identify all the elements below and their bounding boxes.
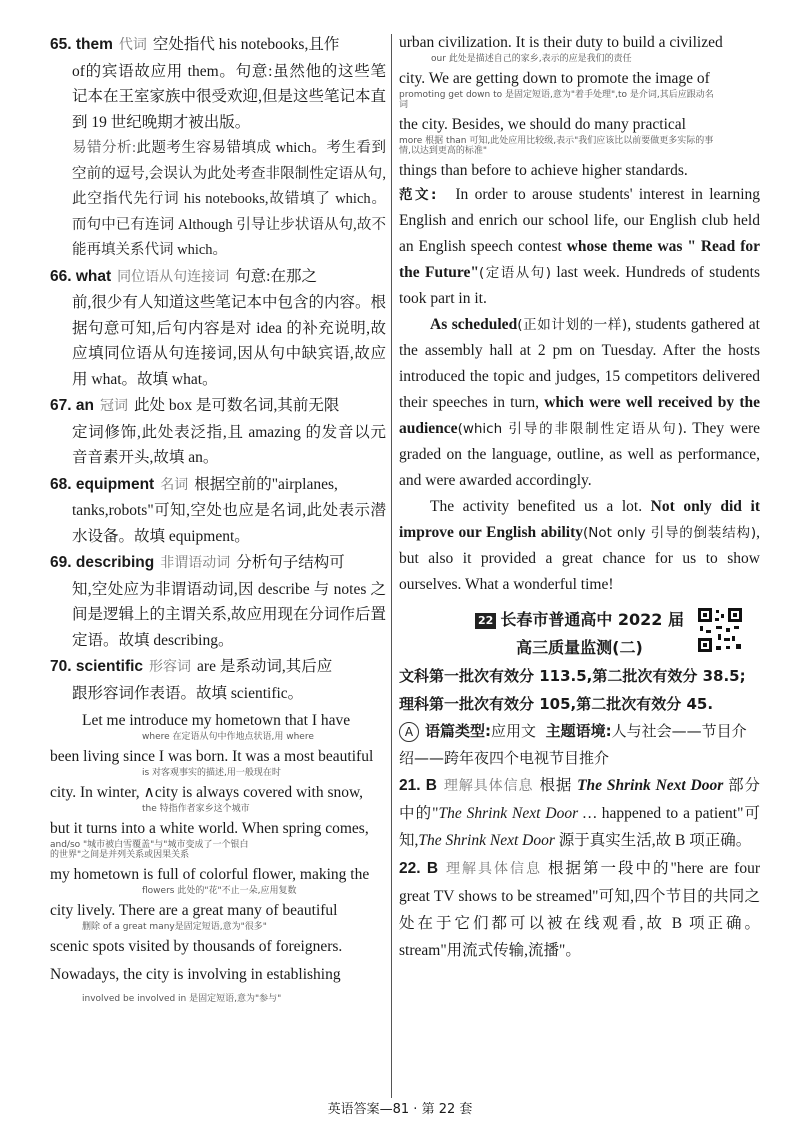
- answer-italic: The Shrink Next Door …: [438, 805, 597, 822]
- section-a-marker: A: [399, 722, 419, 742]
- answer-21: [399, 772, 760, 854]
- correction-annotation: promoting get down to 是固定短语,意为"着手处理",to 是介词,其后应跟动名词: [399, 90, 714, 110]
- part-of-speech: 名词: [160, 476, 189, 493]
- correction-annotation: the 特指作者家乡这个城市: [142, 804, 250, 814]
- answer-number: 67. an: [50, 397, 94, 414]
- answer-text-cont: 跟形容词作表语。故填 scientific。: [72, 684, 304, 702]
- left-column: [50, 32, 386, 1008]
- answer-italic: The Shrink Next Door: [418, 832, 555, 849]
- correction-annotation: is 对客观事实的描述,用一般现在时: [142, 768, 281, 778]
- answer-70: [50, 654, 386, 706]
- model-text: In order to arouse students' interest in learning English and enrich our school life, our English club held an English speech contest: [399, 186, 761, 255]
- answer-text-cont: 知,空处应为非谓语动词,因 describe 与 notes 之间是逻辑上的主谓关系,故应用现在分词作后置定语。故填 describing。: [72, 580, 386, 649]
- set-subtitle: 高三质量监测(二): [516, 638, 643, 657]
- answer-number: 65. them: [50, 36, 113, 53]
- essay-line: Nowadays, the city is involving in establishing: [50, 966, 341, 983]
- type-label: 语篇类型:: [425, 722, 491, 740]
- answer-text: 空处指代 his notebooks,且作: [152, 36, 340, 53]
- answer-text: 分析句子结构可: [236, 554, 345, 571]
- model-essay-p2: [399, 312, 760, 494]
- correction-annotation: 删除 of a great many是固定短语,意为"很多": [82, 922, 267, 932]
- theme-value: 人与社会——节目介绍——跨年夜四个电视节目推介: [399, 722, 747, 767]
- answer-text-cont: of的宾语故应用 them。句意:虽然他的这些笔记本在王室家族中很受欢迎,但是这些笔记本直到 19 世纪晚期才被出版。: [72, 62, 386, 131]
- part-of-speech: 代词: [118, 37, 147, 53]
- essay-line: Let me introduce my hometown that I have: [82, 712, 351, 729]
- essay-line: city. We are getting down to promote the image of: [399, 70, 710, 87]
- answer-67: [50, 393, 386, 471]
- answer-number: 69. describing: [50, 554, 155, 571]
- essay-line: my hometown is full of colorful flower, making the: [50, 866, 370, 883]
- model-text: . They were graded on the language, outline, as well as performance, and were awarded accordingly.: [399, 420, 760, 489]
- model-highlight: As scheduled: [430, 316, 518, 333]
- answer-text: 根据空前的"airplanes,: [194, 475, 338, 493]
- model-highlight: which were well received by the audience: [399, 394, 761, 437]
- answer-number: 22. B: [399, 860, 439, 877]
- answer-69: [50, 550, 386, 653]
- correction-annotation: and/so "城市被白雪覆盖"与"城市变成了一个银白的世界"之间是并列关系或因果关系: [50, 840, 249, 860]
- model-note: (定语从句): [479, 265, 552, 281]
- answer-italic: The Shrink Next Door: [577, 777, 724, 794]
- answer-22: [399, 855, 760, 964]
- answer-68: [50, 472, 386, 550]
- answer-text: are 是系动词,其后应: [197, 658, 333, 675]
- model-text: , students gathered at the assembly hall at 2 pm on Tuesday. After the hosts introduced the topic and judges, 15 competitors delivered their speeches in turn,: [399, 316, 760, 411]
- model-highlight: whose theme was " Read for the Future": [399, 238, 760, 281]
- note-label: 易错分析:: [72, 140, 137, 156]
- answer-text: 句意:在那之: [235, 267, 317, 285]
- column-divider: [391, 34, 392, 1098]
- model-note: (which 引导的非限制性定语从句): [457, 421, 683, 437]
- answer-text-cont: 前,很少有人知道这些笔记本中包含的内容。根据句意可知,后句内容是对 idea 的补充说明,故应填同位语从句连接词,因从句中缺宾语,故应用 what。故填 what。: [72, 294, 386, 388]
- answer-number: 70. scientific: [50, 658, 144, 675]
- question-type: 理解具体信息: [442, 778, 534, 794]
- model-note: (Not only 引导的倒装结构): [583, 525, 757, 541]
- qr-code-icon: [696, 606, 744, 654]
- essay-line: scenic spots visited by thousands of foreigners.: [50, 938, 343, 955]
- answer-text: 根据第一段中的"here are four great TV shows to be streamed"可知,四个节目的共同之处在于它们都可以被在线观看,故 B 项正确。stream"用流式传输,流播"。: [399, 860, 760, 959]
- correction-annotation: involved be involved in 是固定短语,意为"参与": [82, 994, 282, 1004]
- passage-type: [399, 718, 760, 772]
- page-footer: 英语答案—81 · 第 22 套: [327, 1102, 473, 1117]
- answer-number: 68. equipment: [50, 475, 155, 493]
- type-value: 应用文: [491, 722, 537, 740]
- correction-annotation: where 在定语从句中作地点状语,用 where: [142, 732, 314, 742]
- part-of-speech: 形容词: [149, 659, 192, 675]
- answer-text: happened to a patient"可知,: [399, 805, 760, 849]
- error-analysis-note: [50, 136, 386, 264]
- correction-annotation: flowers 此处的"花"不止一朵,应用复数: [142, 886, 297, 896]
- essay-line: city. In winter, ∧city is always covered with snow,: [50, 784, 364, 801]
- correction-annotation: more 根据 than 可知,此处应用比较级,表示"我们应该比以前要做更多实际的事情,以达到更高的标准": [399, 136, 714, 156]
- set-title: 长春市普通高中 2022 届: [500, 610, 684, 629]
- model-text: , but also it provided a great chance for us to show ourselves. What a wonderful time!: [399, 524, 760, 593]
- answer-text: 此处 box 是可数名词,其前无限: [133, 397, 340, 414]
- model-essay-p1: [399, 182, 760, 312]
- model-essay-label: 范文:: [399, 187, 437, 203]
- answer-text-cont: 定词修饰,此处表泛指,且 amazing 的发音以元音音素开头,故填 an。: [72, 423, 386, 466]
- part-of-speech: 同位语从句连接词: [117, 268, 230, 285]
- part-of-speech: 冠词: [99, 398, 128, 414]
- right-column: [399, 32, 760, 965]
- essay-line: been living since I was born. It was a most beautiful: [50, 748, 374, 765]
- theme-label: 主题语境:: [545, 722, 612, 740]
- answer-66: [50, 264, 386, 393]
- error-correction-essay: [50, 710, 386, 1004]
- model-highlight: Not only did it improve our English ability: [399, 498, 760, 541]
- model-essay-p3: [399, 494, 760, 598]
- answer-text: 部分中的": [399, 777, 760, 822]
- answer-text-cont: tanks,robots"可知,空处也应是名词,此处表示潜水设备。故填 equipment。: [72, 502, 386, 545]
- answer-65: [50, 32, 386, 135]
- answer-text: 源于真实生活,故 B 项正确。: [554, 832, 752, 849]
- question-type: 理解具体信息: [444, 861, 543, 877]
- error-correction-essay-cont: [399, 32, 760, 182]
- model-note: (正如计划的一样): [517, 317, 628, 333]
- answer-number: 21. B: [399, 777, 437, 794]
- essay-line: things than before to achieve higher standards.: [399, 162, 688, 179]
- model-text: last week. Hundreds of students took part in it.: [399, 264, 760, 307]
- answer-text: 根据: [539, 777, 578, 794]
- essay-line: city lively. There are a great many of beautiful: [50, 902, 338, 919]
- correction-annotation: our 此处是描述自己的家乡,表示的应是我们的责任: [431, 54, 632, 64]
- note-text: 此题考生容易错填成 which。考生看到空前的逗号,会误认为此处考查非限制性定语从句,此空指代先行词 his notebooks,故错填了 which。而句中已有连词 Although 引导让步状语从句,故不能再填关系代词 which。: [72, 140, 387, 258]
- part-of-speech: 非谓语动词: [160, 555, 231, 571]
- answer-number: 66. what: [50, 267, 112, 285]
- set-header: [399, 606, 760, 662]
- essay-line: the city. Besides, we should do many practical: [399, 116, 686, 133]
- model-text: The activity benefited us a lot.: [430, 498, 651, 515]
- effective-score-line: 文科第一批次有效分 113.5,第二批次有效分 38.5;理科第一批次有效分 105,第二批次有效分 45.: [399, 667, 746, 713]
- set-number-badge: 22: [475, 613, 496, 629]
- essay-line: but it turns into a white world. When spring comes,: [50, 820, 369, 837]
- essay-line: urban civilization. It is their duty to build a civilized: [399, 34, 723, 51]
